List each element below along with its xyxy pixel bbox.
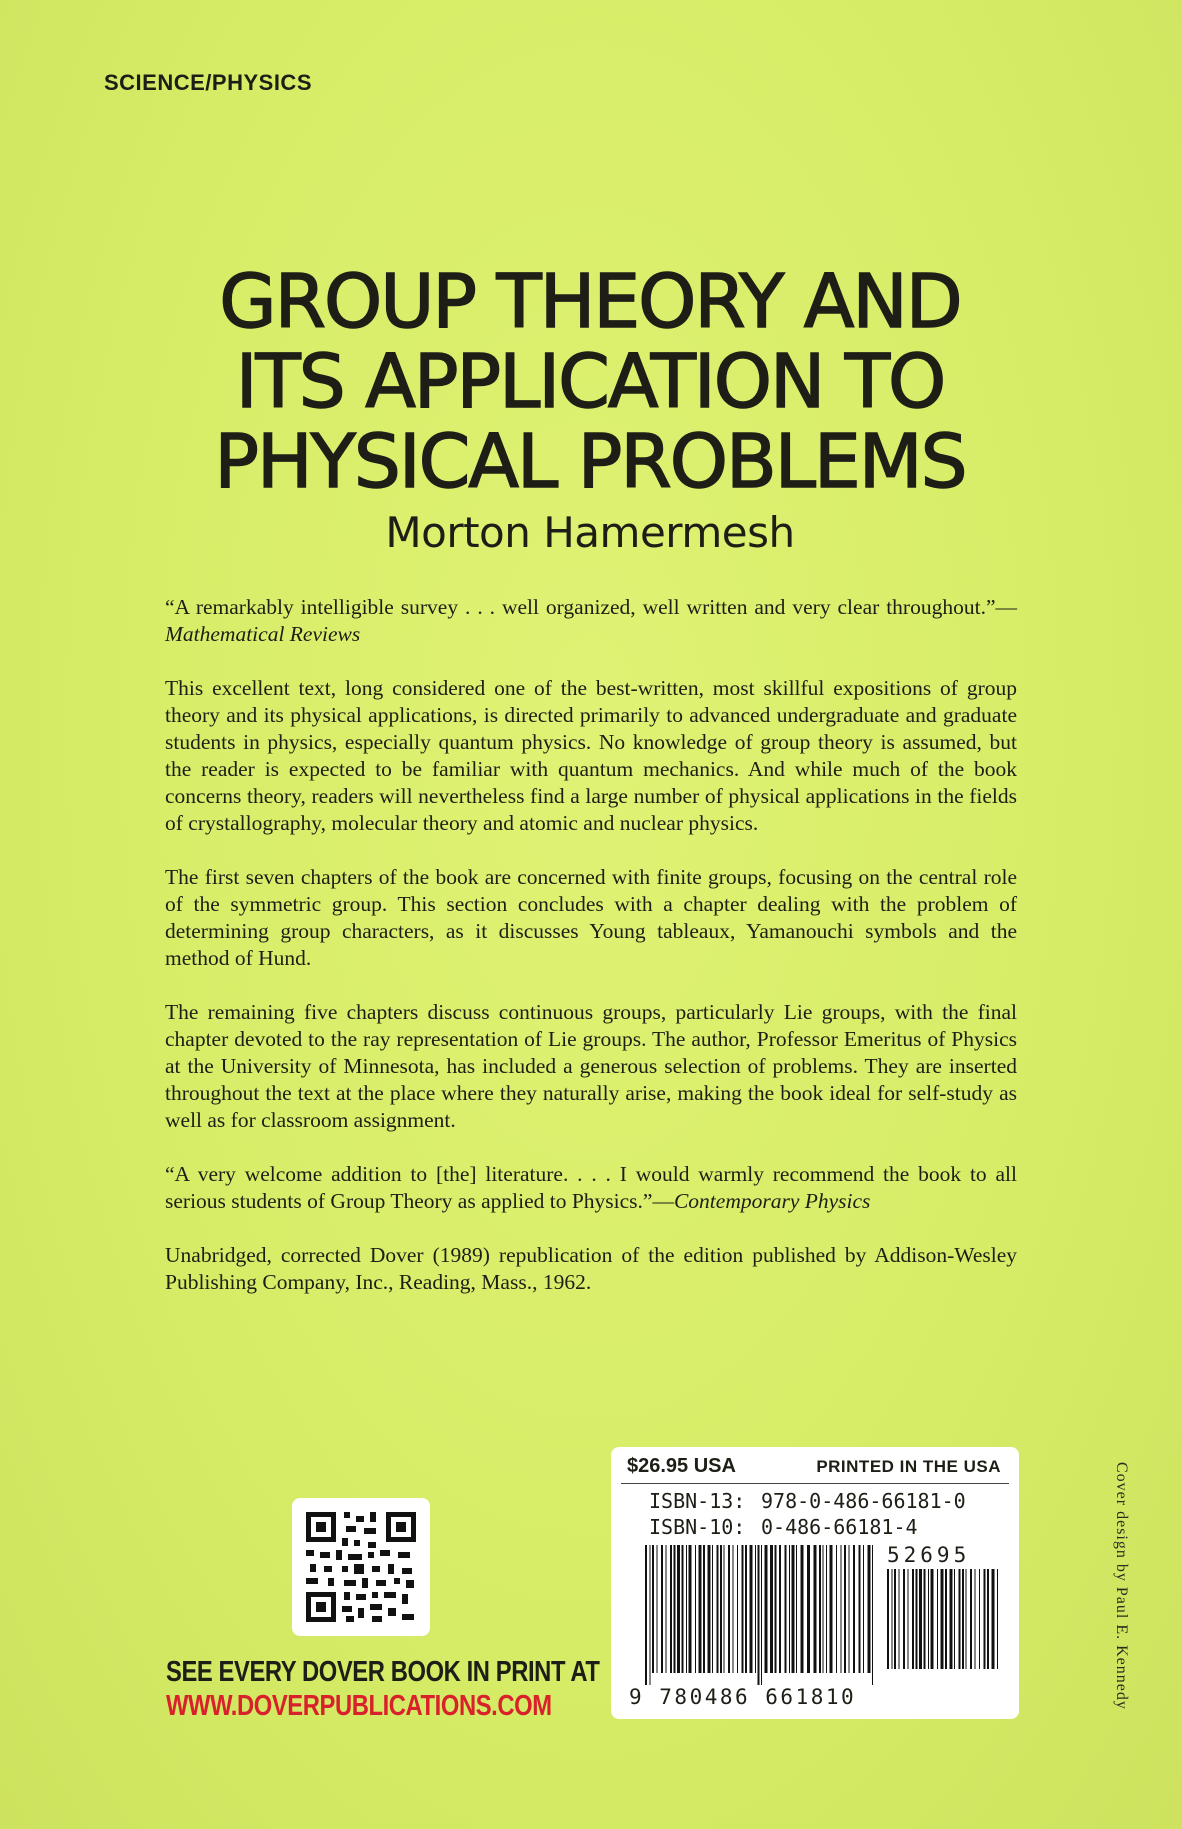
barcode-bar <box>720 1545 722 1673</box>
barcode-bar <box>666 1545 667 1673</box>
barcode-bar <box>814 1545 817 1673</box>
barcode-bar <box>674 1545 676 1673</box>
barcode-bar <box>931 1569 934 1669</box>
dover-website-link[interactable]: WWW.DOVERPUBLICATIONS.COM <box>166 1690 552 1722</box>
barcode-bar <box>758 1545 760 1685</box>
description-paragraph-3: The remaining five chapters discuss continuous groups, particularly Lie groups, with the final chapter devoted to the ray representation of Lie groups. The author, Professor Emeritus of Physics at the University of Minnesota, has included a generous selection of problems. They are inserted throughout the text at the place where they naturally arise, making the book ideal for self-study as well as for classroom assignment. <box>165 1000 1017 1132</box>
barcode-bar <box>859 1545 861 1673</box>
barcode-bar <box>849 1545 850 1673</box>
isbn-10-row: ISBN-10: 0-486-66181-4 <box>649 1515 918 1539</box>
barcode-bar <box>966 1569 967 1669</box>
cover-design-credit: Cover design by Paul E. Kennedy <box>1113 1462 1130 1710</box>
barcode-bar <box>789 1545 790 1673</box>
category-label: SCIENCE/PHYSICS <box>104 70 312 95</box>
barcode-bar <box>650 1545 651 1685</box>
barcode-bar <box>699 1545 702 1673</box>
edition-note: Unabridged, corrected Dover (1989) republication of the edition published by Addison-Wesley Publishing Company, Inc., Reading, Mass., 1962. <box>165 1243 1017 1294</box>
barcode-bar <box>645 1545 647 1685</box>
barcode-bar <box>945 1569 947 1669</box>
barcode-bar <box>928 1569 929 1669</box>
description-paragraph-1: This excellent text, long considered one of the best-written, most skillful expositions of group theory and its physical applications, is directed primarily to advanced undergraduate and graduate students in physics, especially quantum physics. No knowledge of group theory is assumed, but the reader is expected to be familiar with quantum mechanics. And while much of the book concerns theory, readers will nevertheless find a large number of physical applications in the fields of crystallography, molecular theory and atomic and nuclear physics. <box>165 676 1017 835</box>
barcode-bar <box>792 1545 795 1673</box>
barcode-bar <box>872 1545 873 1685</box>
barcode-bar <box>661 1545 663 1673</box>
barcode-bar <box>750 1545 753 1673</box>
barcode-bar <box>836 1545 837 1673</box>
review-quote-2: “A very welcome addition to [the] literature. . . . I would warmly recommend the book to all serious students of Group Theory as applied to Physics.”—Contemporary Physics <box>165 1162 1017 1213</box>
barcode-bar <box>775 1545 777 1673</box>
barcode-bar <box>950 1569 953 1669</box>
barcode-bar <box>868 1545 871 1673</box>
barcode-bar <box>887 1569 889 1669</box>
barcode-bar <box>992 1569 995 1669</box>
barcode-bar <box>894 1569 896 1669</box>
qr-code <box>292 1498 430 1636</box>
barcode-bar <box>826 1545 827 1673</box>
barcode-bar <box>919 1569 922 1669</box>
barcode-bar <box>677 1545 680 1673</box>
isbn-13-row: ISBN-13: 978-0-486-66181-0 <box>649 1489 966 1513</box>
barcode-bar <box>819 1545 821 1673</box>
barcode-bar <box>755 1545 756 1673</box>
barcode-bar <box>863 1545 864 1673</box>
barcode-bar <box>899 1569 900 1669</box>
title-line-3: PHYSICAL PROBLEMS <box>214 419 966 505</box>
barcode-bar <box>997 1569 998 1669</box>
barcode-bar <box>984 1569 986 1669</box>
barcode-bar <box>765 1545 768 1673</box>
barcode-bar <box>785 1545 787 1673</box>
barcode-bar <box>908 1569 909 1669</box>
barcode-bar <box>937 1569 938 1669</box>
barcode-bar <box>779 1545 781 1673</box>
barcode-bar <box>703 1545 705 1673</box>
divider <box>621 1483 1009 1484</box>
barcode-bar <box>830 1545 833 1673</box>
barcode-bar <box>796 1545 797 1673</box>
barcode-bar <box>912 1569 914 1669</box>
barcode-bar <box>717 1545 719 1673</box>
barcode-bar <box>823 1545 824 1673</box>
barcode-bar <box>686 1545 687 1673</box>
barcode-bar <box>708 1545 711 1673</box>
barcode-bar <box>682 1545 684 1673</box>
dover-catalog-text: SEE EVERY DOVER BOOK IN PRINT AT <box>166 1656 600 1688</box>
barcode-bar <box>733 1545 734 1673</box>
description-paragraph-2: The first seven chapters of the book are concerned with finite groups, focusing on the central role of the symmetric group. This section concludes with a chapter dealing with the problem of determining group characters, as it discusses Young tableaux, Yamanouchi symbols and the method of Hund. <box>165 865 1017 970</box>
barcode-bar <box>962 1569 964 1669</box>
price-label: $26.95 USA <box>627 1455 736 1477</box>
review-quote-1: “A remarkably intelligible survey . . . well organized, well written and very clear throughout.”—Mathematical Reviews <box>165 595 1017 646</box>
barcode-panel <box>611 1447 1019 1719</box>
isbn-10-value: 0-486-66181-4 <box>761 1515 918 1539</box>
barcode-bar <box>770 1545 773 1673</box>
barcode-bar <box>941 1569 944 1669</box>
barcode-bar <box>670 1545 672 1673</box>
barcode-bar <box>916 1569 918 1669</box>
barcode-bar <box>959 1569 961 1669</box>
title-line-1: GROUP THEORY AND <box>219 259 961 345</box>
barcode-bar <box>844 1545 846 1673</box>
barcode-bar <box>903 1569 905 1669</box>
barcode-bar <box>987 1569 989 1669</box>
barcode-bar <box>801 1545 804 1673</box>
barcode-bar <box>689 1545 692 1673</box>
barcode-bar <box>737 1545 738 1673</box>
barcode-bar <box>892 1569 893 1669</box>
printed-in-label: PRINTED IN THE USA <box>816 1457 1001 1476</box>
quote-source-1: Mathematical Reviews <box>165 622 361 646</box>
qr-code-icon <box>306 1512 416 1622</box>
ean-number: 9 780486 661810 <box>629 1685 857 1709</box>
title-line-2: ITS APPLICATION TO <box>235 339 945 425</box>
barcode-bar <box>979 1569 980 1669</box>
barcode-bar <box>695 1545 696 1673</box>
barcode-bar <box>954 1569 955 1669</box>
barcode-bar <box>657 1545 658 1673</box>
ean-barcode <box>645 1545 875 1685</box>
barcode-bar <box>841 1545 842 1673</box>
barcode-bar <box>724 1545 725 1673</box>
barcode-bar <box>652 1545 654 1673</box>
barcode-bar <box>924 1569 926 1669</box>
barcode-bar <box>761 1545 762 1685</box>
blurb <box>165 594 1017 1323</box>
addon-barcode <box>887 1569 1001 1681</box>
barcode-bar <box>970 1569 972 1669</box>
isbn-13-value: 978-0-486-66181-0 <box>761 1489 966 1513</box>
quote-source-2: Contemporary Physics <box>673 1189 871 1213</box>
barcode-bar <box>745 1545 747 1673</box>
barcode-bar <box>712 1545 713 1673</box>
barcode-bar <box>975 1569 976 1669</box>
barcode-bar <box>807 1545 810 1673</box>
barcode-bar <box>728 1545 730 1673</box>
author-name: Morton Hamermesh <box>385 508 795 557</box>
barcode-bar <box>853 1545 855 1673</box>
price-addon-number: 52695 <box>887 1543 971 1567</box>
book-title <box>150 259 1030 505</box>
barcode-bar <box>742 1545 744 1673</box>
